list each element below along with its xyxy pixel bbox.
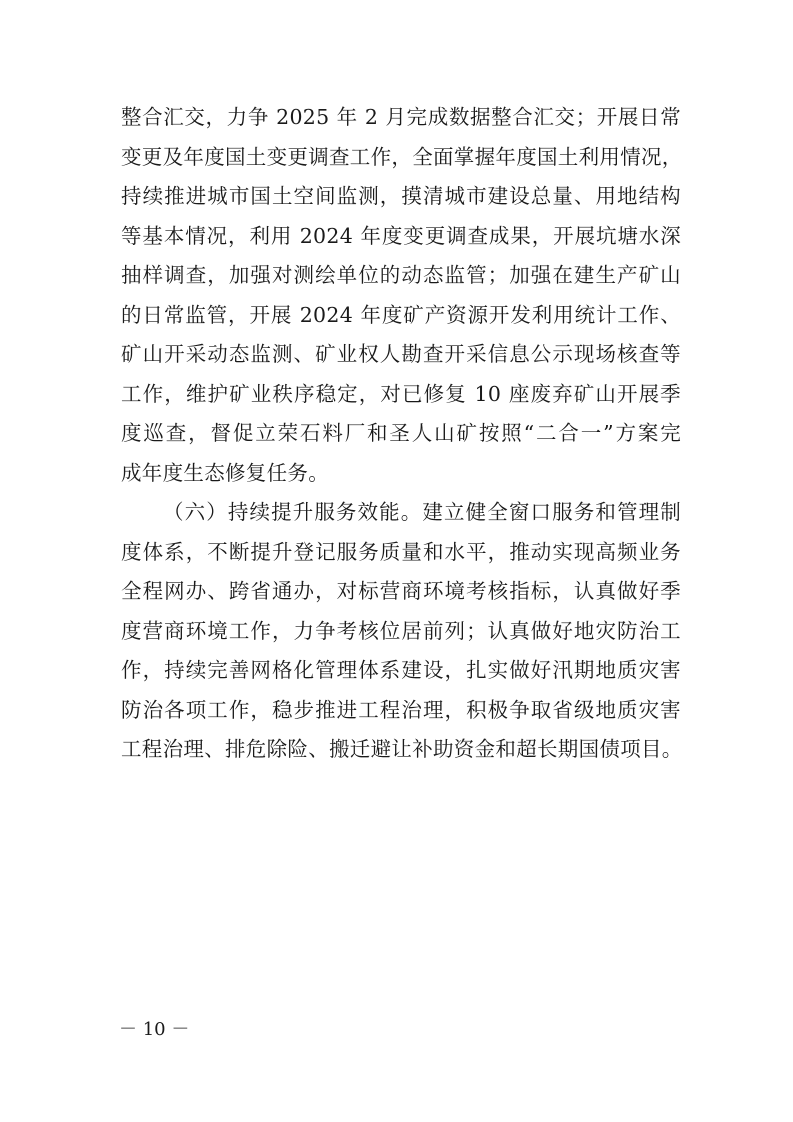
text-line: 度巡查，督促立荣石料厂和圣人山矿按照“二合一”方案完 <box>121 421 681 445</box>
text-line: 变更及年度国土变更调查工作，全面掌握年度国土利用情况， <box>121 144 683 169</box>
text-line-last: 工程治理、排危除险、搬迁避让补助资金和超长期国债项目。 <box>121 737 683 761</box>
paragraph-heading-line: （六）持续提升服务效能。建立健全窗口服务和管理制 <box>163 500 681 524</box>
text-line: 抽样调查，加强对测绘单位的动态监管；加强在建生产矿山 <box>121 263 681 287</box>
text-line: 等基本情况，利用 2024 年度变更调查成果，开展坑塘水深 <box>121 223 681 248</box>
text-line: 持续推进城市国土空间监测，摸清城市建设总量、用地结构 <box>121 184 681 208</box>
text-line: 度体系，不断提升登记服务质量和水平，推动实现高频业务 <box>121 539 681 564</box>
text-line: 的日常监管，开展 2024 年度矿产资源开发利用统计工作、 <box>121 302 681 327</box>
paragraph-continuation <box>121 98 681 493</box>
text-line: 度营商环境工作，力争考核位居前列；认真做好地灾防治工 <box>121 618 681 643</box>
text-line: 矿山开采动态监测、矿业权人勘查开采信息公示现场核查等 <box>121 342 681 366</box>
text-line: 作，持续完善网格化管理体系建设，扎实做好汛期地质灾害 <box>121 658 681 682</box>
text-line: 全程网办、跨省通办，对标营商环境考核指标，认真做好季 <box>121 579 681 603</box>
document-body <box>121 98 681 770</box>
text-line: 工作，维护矿业秩序稳定，对已修复 10 座废弃矿山开展季 <box>121 381 681 406</box>
text-line: 防治各项工作，稳步推进工程治理，积极争取省级地质灾害 <box>121 697 681 722</box>
paragraph-service-efficiency <box>121 493 681 770</box>
text-line: 整合汇交，力争 2025 年 2 月完成数据整合汇交；开展日常 <box>121 105 681 129</box>
text-line-last: 成年度生态修复任务。 <box>121 460 329 485</box>
page-number: － 10 － <box>119 1019 190 1040</box>
